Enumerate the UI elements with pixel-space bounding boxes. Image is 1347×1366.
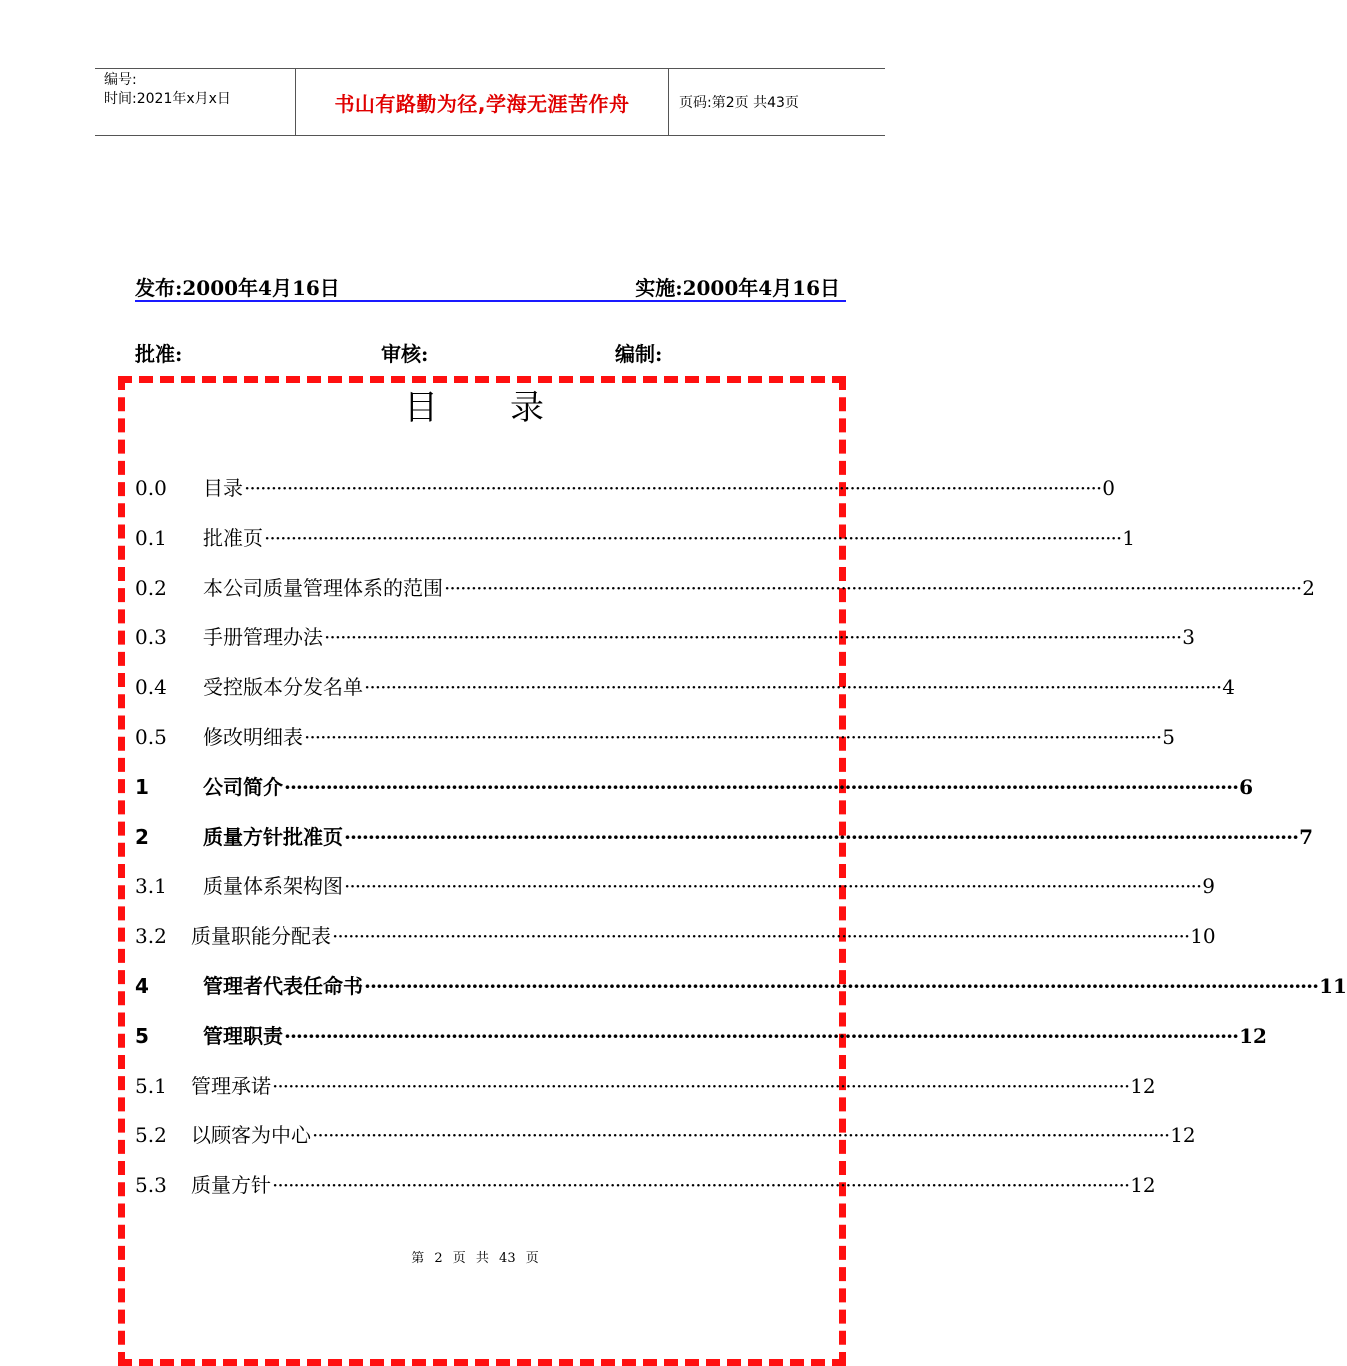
toc-entry[interactable] — [135, 723, 1175, 773]
toc-entry-title: 手册管理办法 — [203, 625, 323, 650]
publish-line — [135, 276, 846, 302]
toc-entry-number: 5.2 — [135, 1123, 167, 1148]
toc-entry-page: 10 — [1190, 924, 1216, 949]
toc-entry[interactable] — [135, 474, 1115, 524]
toc-entry-number: 2 — [135, 824, 149, 849]
toc-entry-number: 3.1 — [135, 874, 167, 899]
toc-entry-title: 目录 — [203, 476, 243, 500]
toc-title-part2: 录 — [510, 388, 546, 428]
toc-leader-dots: ································································································································································ — [304, 724, 1162, 749]
header-meta — [95, 69, 296, 135]
header-motto: 书山有路勤为径,学海无涯苦作舟 — [296, 69, 669, 135]
toc-entry-page: 1 — [1122, 525, 1135, 550]
toc-entry-number: 0.5 — [135, 724, 167, 749]
toc-leader-dots: ································································································································································ — [272, 1073, 1130, 1098]
header-page-info: 页码:第2页 共43页 — [679, 95, 799, 111]
toc-entry[interactable] — [135, 574, 1315, 624]
toc-entry[interactable] — [135, 1072, 1156, 1122]
toc-entry[interactable] — [135, 623, 1195, 673]
toc-entry[interactable] — [135, 524, 1135, 574]
toc-entry[interactable] — [135, 1171, 1156, 1221]
toc-entry-number: 0.3 — [135, 625, 167, 650]
toc-entry[interactable] — [135, 773, 1253, 823]
toc-entry[interactable] — [135, 872, 1215, 922]
review-label: 审核: — [381, 342, 429, 366]
toc-entry-page: 3 — [1182, 625, 1195, 650]
toc-entry-number: 5.3 — [135, 1173, 167, 1198]
toc-entry-page: 5 — [1162, 724, 1175, 749]
issue-date: 发布:2000年4月16日 — [135, 276, 340, 300]
toc-entry-title: 批准页 — [203, 525, 263, 550]
time-label: 时间:2021年x月x日 — [104, 91, 231, 107]
toc-entry-title: 以顾客为中心 — [191, 1123, 311, 1148]
toc-entry[interactable] — [135, 1022, 1267, 1072]
compile-label: 编制: — [615, 342, 663, 366]
toc-entry-title: 质量方针 — [191, 1173, 271, 1198]
toc-entry-title: 本公司质量管理体系的范围 — [203, 575, 443, 600]
toc-leader-dots: ································································································································································ — [312, 1123, 1170, 1148]
toc-entry-page: 12 — [1170, 1123, 1196, 1148]
toc-entry-page: 6 — [1239, 774, 1253, 799]
toc-entry-title: 质量方针批准页 — [203, 824, 343, 849]
toc-entry-title: 质量体系架构图 — [203, 874, 343, 899]
toc-title — [0, 380, 950, 429]
toc-entry-title: 修改明细表 — [203, 724, 303, 749]
toc-entry-title: 管理承诺 — [191, 1073, 271, 1098]
page-footer: 第 2 页 共 43 页 — [411, 1251, 539, 1266]
toc-leader-dots: ································································································································································ — [324, 625, 1182, 650]
toc-entry-page: 4 — [1222, 675, 1235, 700]
toc-leader-dots: ································································································································································ — [264, 525, 1122, 550]
toc-leader-dots: ································································································································································ — [444, 575, 1302, 600]
toc-entry-page: 9 — [1202, 874, 1215, 899]
effective-date: 实施:2000年4月16日 — [635, 276, 840, 300]
approve-label: 批准: — [135, 342, 183, 366]
toc-entry-number: 3.2 — [135, 924, 167, 949]
toc-entry-title: 管理者代表任命书 — [203, 973, 363, 998]
toc-entry[interactable] — [135, 1121, 1196, 1171]
toc-entry-title: 受控版本分发名单 — [203, 675, 363, 700]
toc-entry-number: 0.0 — [135, 476, 167, 500]
toc-entry-number: 0.1 — [135, 525, 167, 550]
toc-leader-dots: ································································································································································ — [364, 675, 1222, 700]
toc-entry-title: 公司简介 — [203, 774, 283, 799]
toc-entry-page: 11 — [1319, 973, 1347, 998]
toc-leader-dots: ································································································································································ — [344, 824, 1299, 849]
toc-entry[interactable] — [135, 972, 1347, 1022]
page-header — [95, 68, 885, 136]
toc-entry-number: 1 — [135, 774, 149, 799]
toc-entry-number: 0.2 — [135, 575, 167, 600]
toc-leader-dots: ································································································································································ — [332, 924, 1190, 949]
toc-leader-dots: ································································································································································ — [244, 476, 1102, 500]
toc-entry-page: 12 — [1130, 1073, 1156, 1098]
toc-entry-number: 5 — [135, 1023, 149, 1048]
toc-entry-title: 管理职责 — [203, 1023, 283, 1048]
toc-leader-dots: ································································································································································ — [272, 1173, 1130, 1198]
doc-number-label: 编号: — [104, 72, 137, 88]
toc-leader-dots: ································································································································································ — [364, 973, 1319, 998]
toc-leader-dots: ································································································································································ — [344, 874, 1202, 899]
toc-title-part1: 目 — [404, 388, 440, 428]
toc-entry-page: 12 — [1130, 1173, 1156, 1198]
toc-entry-page: 12 — [1239, 1023, 1267, 1048]
toc-leader-dots: ································································································································································ — [284, 774, 1239, 799]
toc-entry[interactable] — [135, 922, 1216, 972]
toc-entry-number: 0.4 — [135, 675, 167, 700]
toc-entry-number: 5.1 — [135, 1073, 167, 1098]
toc-entry[interactable] — [135, 673, 1235, 723]
toc-entry[interactable] — [135, 823, 1313, 873]
table-of-contents — [135, 474, 1347, 1221]
toc-entry-title: 质量职能分配表 — [191, 924, 331, 949]
toc-entry-number: 4 — [135, 973, 149, 998]
toc-entry-page: 2 — [1302, 575, 1315, 600]
toc-entry-page: 0 — [1102, 476, 1115, 500]
toc-leader-dots: ································································································································································ — [284, 1023, 1239, 1048]
toc-entry-page: 7 — [1299, 824, 1313, 849]
